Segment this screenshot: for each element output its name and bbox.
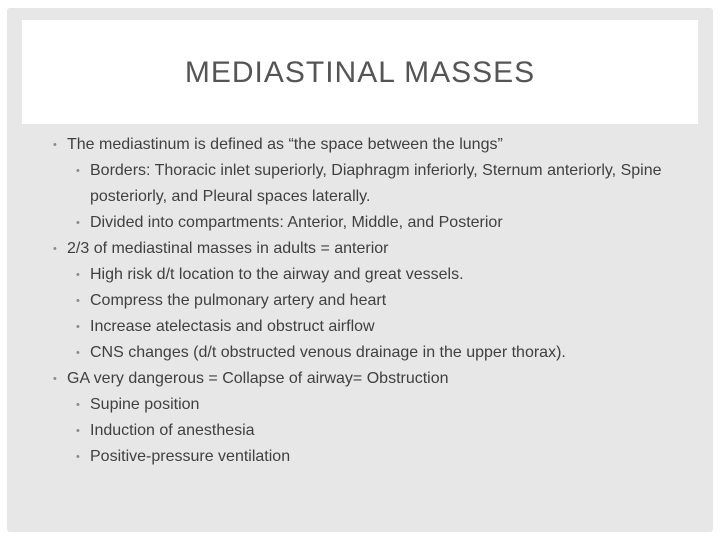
sub-bullet-text: Compress the pulmonary artery and heart <box>90 292 387 309</box>
title-band <box>22 20 698 124</box>
sub-bullet-item <box>28 288 698 314</box>
sub-bullet-text: Borders: Thoracic inlet superiorly, Diaphragm inferiorly, Sternum anteriorly, Spine posteriorly, and Pleural spaces laterally. <box>90 162 662 205</box>
bullet-list <box>28 132 698 470</box>
bullet-text: The mediastinum is defined as “the space between the lungs” <box>67 136 503 153</box>
bullet-dot-icon: • <box>76 321 80 333</box>
slide-title: MEDIASTINAL MASSES <box>184 56 536 89</box>
bullet-dot-icon: • <box>53 243 57 255</box>
slide-body <box>28 132 698 470</box>
bullet-item <box>28 132 698 158</box>
bullet-dot-icon: • <box>53 139 57 151</box>
sub-bullet-text: Induction of anesthesia <box>90 422 255 439</box>
sub-bullet-item <box>28 314 698 340</box>
bullet-dot-icon: • <box>76 269 80 281</box>
sub-bullet-text: Supine position <box>90 396 200 413</box>
sub-bullet-text: High risk d/t location to the airway and great vessels. <box>90 266 464 283</box>
bullet-item <box>28 236 698 262</box>
bullet-dot-icon: • <box>76 399 80 411</box>
sub-bullet-text: CNS changes (d/t obstructed venous drainage in the upper thorax). <box>90 344 566 361</box>
sub-bullet-item <box>28 158 698 210</box>
sub-bullet-item <box>28 210 698 236</box>
sub-bullet-item <box>28 418 698 444</box>
bullet-dot-icon: • <box>53 373 57 385</box>
bullet-dot-icon: • <box>76 347 80 359</box>
bullet-dot-icon: • <box>76 217 80 229</box>
bullet-text: GA very dangerous = Collapse of airway= Obstruction <box>67 370 449 387</box>
sub-bullet-text: Positive-pressure ventilation <box>90 448 291 465</box>
sub-bullet-text: Divided into compartments: Anterior, Middle, and Posterior <box>90 214 503 231</box>
bullet-text: 2/3 of mediastinal masses in adults = anterior <box>67 240 389 257</box>
bullet-dot-icon: • <box>76 165 80 177</box>
bullet-dot-icon: • <box>76 451 80 463</box>
bullet-dot-icon: • <box>76 295 80 307</box>
sub-bullet-item <box>28 392 698 418</box>
sub-bullet-item <box>28 444 698 470</box>
sub-bullet-item <box>28 262 698 288</box>
sub-bullet-text: Increase atelectasis and obstruct airflow <box>90 318 375 335</box>
bullet-dot-icon: • <box>76 425 80 437</box>
sub-bullet-item <box>28 340 698 366</box>
bullet-item <box>28 366 698 392</box>
